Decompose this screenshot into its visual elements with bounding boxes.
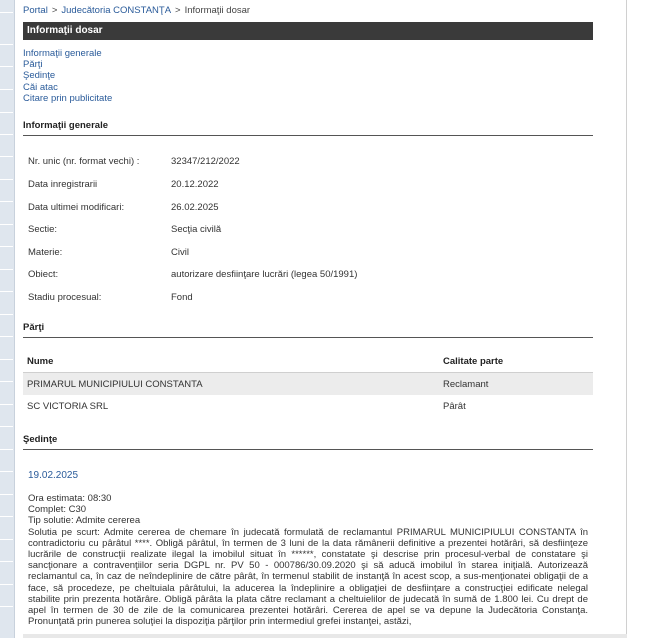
info-value: Secţia civilă bbox=[171, 224, 222, 235]
sedinta-solutie: Solutia pe scurt: Admite cererea de chemare în judecată formulată de reclamantul PRIMARUL MUNICIPIULUI CONSTANTA în contradictoriu cu pârâtul ****. Obligă pârâtul, în termen de 3 luni de la data rămânerii definitive a prezentei hotărâri, să desfiinţeze lucrările de construcţii realizate ilegal la imobilul situat în ******, constatate şi descrise prin procesul-verbal de constatare şi sancţionare a contravenţiilor seria DGPL nr. PV 50 - 000786/30.09.2020 şi să aducă imobilul în starea iniţială. Autorizează reclamantul ca, în caz de neîndeplinire de către pârât, în termenul stabilit de instanţă în acest scop, a sus-menţionatei obligaţii de a face, să procedeze, pe cheltuiala pârâtului, la aducerea la îndeplinire a obligaţiei de desfiinţare a construcţiei edificate nelegal stabilite prin prezenta hotărâre. Obligă pârâta la plata către reclamant a cheltuielilor de judecată în sumă de 1.800 lei. Cu drept de apel în termen de 30 de zile de la comunicarea prezentei hotărâri. Cererea de apel se va depune la Judecătoria Constanţa. Pronunţată prin punerea soluţiei la dispoziţia părţilor prin intermediul grefei instanţei, astăzi, bbox=[28, 526, 588, 628]
info-value: 20.12.2022 bbox=[171, 179, 219, 190]
table-of-contents bbox=[23, 48, 112, 104]
column-header-nume: Nume bbox=[23, 350, 439, 373]
info-value: 32347/212/2022 bbox=[171, 156, 240, 167]
sedinta-complet: Complet: C30 bbox=[28, 504, 87, 516]
breadcrumb-current: Informaţii dosar bbox=[184, 5, 251, 16]
bottom-edge bbox=[23, 634, 627, 638]
sedinta-tip-solutie: Tip solutie: Admite cererea bbox=[28, 515, 141, 527]
breadcrumb bbox=[23, 5, 250, 16]
table-row bbox=[23, 395, 593, 417]
table-header-row bbox=[23, 350, 593, 373]
page-title: Informaţii dosar bbox=[23, 22, 593, 40]
info-label: Data ultimei modificari: bbox=[28, 202, 125, 213]
toc-link-informatii-generale[interactable]: Informaţii generale bbox=[23, 48, 102, 59]
sedinta-date-link[interactable]: 19.02.2025 bbox=[28, 470, 79, 481]
info-label: Data inregistrarii bbox=[28, 179, 98, 190]
toc-link-parti[interactable]: Părţi bbox=[23, 59, 43, 71]
info-label: Obiect: bbox=[28, 269, 59, 280]
breadcrumb-link-court[interactable]: Judecătoria CONSTANŢA bbox=[61, 5, 172, 16]
info-value: autorizare desfiinţare lucrări (legea 50/1991) bbox=[171, 269, 358, 280]
toc-link-sedinte[interactable]: Şedinţe bbox=[23, 70, 56, 82]
table-row bbox=[23, 373, 593, 396]
info-value: Fond bbox=[171, 292, 193, 303]
cell-calitate: Reclamant bbox=[439, 373, 593, 396]
toc-link-cai-atac[interactable]: Căi atac bbox=[23, 81, 58, 93]
info-value: Civil bbox=[171, 247, 189, 258]
scrollbar-track bbox=[626, 0, 627, 638]
breadcrumb-link-portal[interactable]: Portal bbox=[23, 5, 48, 16]
sedinta-ora: Ora estimata: 08:30 bbox=[28, 493, 112, 504]
section-title-parti: Părţi bbox=[23, 322, 593, 338]
info-label: Materie: bbox=[28, 247, 63, 258]
cell-nume: SC VICTORIA SRL bbox=[27, 400, 109, 412]
parti-table bbox=[23, 350, 593, 417]
toc-link-citare[interactable]: Citare prin publicitate bbox=[23, 92, 113, 104]
info-label: Nr. unic (nr. format vechi) : bbox=[28, 156, 140, 167]
cell-calitate: Pârât bbox=[443, 400, 466, 412]
column-header-calitate: Calitate parte bbox=[439, 350, 593, 373]
info-label: Sectie: bbox=[28, 224, 58, 235]
sedinta-details bbox=[28, 493, 588, 627]
info-label: Stadiu procesual: bbox=[28, 292, 102, 303]
section-title-sedinte: Şedinţe bbox=[23, 434, 593, 450]
cell-nume: PRIMARUL MUNICIPIULUI CONSTANTA bbox=[23, 373, 439, 396]
page-scrollbar[interactable] bbox=[626, 0, 648, 638]
section-title-informatii-generale: Informaţii generale bbox=[23, 120, 593, 136]
left-decorative-bar bbox=[0, 0, 15, 638]
breadcrumb-separator: > bbox=[51, 5, 58, 16]
breadcrumb-separator: > bbox=[175, 5, 181, 16]
info-value: 26.02.2025 bbox=[171, 202, 219, 213]
